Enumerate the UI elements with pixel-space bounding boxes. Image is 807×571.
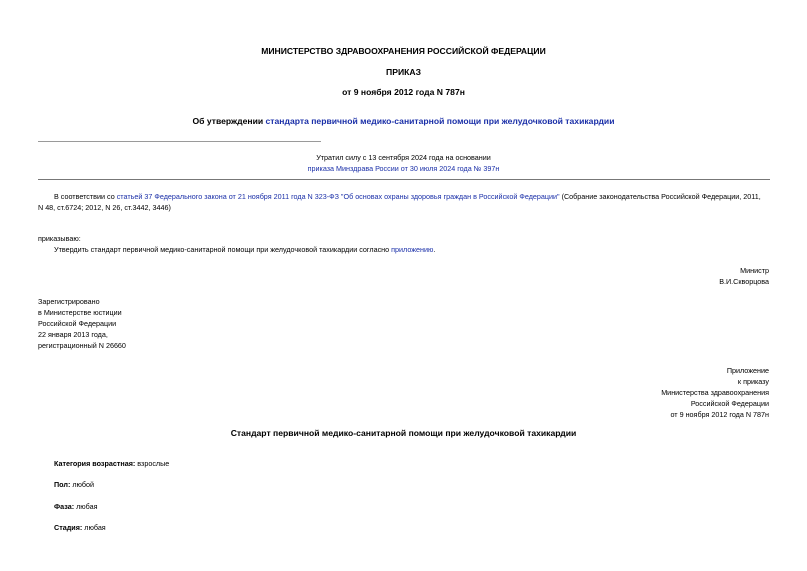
order-text xyxy=(54,244,435,255)
registration-line: Зарегистрировано xyxy=(38,297,100,306)
repeal-notice-link-line xyxy=(0,163,807,174)
field-value: взрослые xyxy=(135,459,170,468)
field-label: Стадия: xyxy=(54,523,83,532)
appendix-block xyxy=(661,365,769,420)
signature-name: В.И.Скворцова xyxy=(719,277,769,286)
document-subject xyxy=(0,116,807,126)
document-date: от 9 ноября 2012 года N 787н xyxy=(342,87,465,97)
field-label: Фаза: xyxy=(54,502,75,511)
registration-block xyxy=(38,296,126,351)
subject-link[interactable]: стандарта первичной медико-санитарной помощи при желудочковой тахикардии xyxy=(265,116,615,126)
registration-line: 22 января 2013 года, xyxy=(38,330,108,339)
standard-title: Стандарт первичной медико-санитарной помощи при желудочковой тахикардии xyxy=(230,428,577,438)
preamble-line2: N 48, ст.6724; 2012, N 26, ст.3442, 3446) xyxy=(38,203,171,212)
field-value: любая xyxy=(82,523,106,532)
field-value: любой xyxy=(70,480,95,489)
registration-line: Российской Федерации xyxy=(38,319,117,328)
appendix-line: от 9 ноября 2012 года N 787н xyxy=(670,410,769,419)
signature-position: Министр xyxy=(740,266,769,275)
order-text-prefix: Утвердить стандарт первичной медико-санитарной помощи при желудочковой тахикардии согласно xyxy=(54,245,392,254)
order-text-suffix: . xyxy=(433,245,436,254)
divider-long xyxy=(38,179,770,180)
preamble-line1 xyxy=(54,191,761,202)
federal-law-link[interactable]: статьей 37 Федерального закона от 21 ноября 2011 года N 323-ФЗ "Об основах охраны здоровья граждан в Российской Федерации" xyxy=(116,192,560,201)
order-command: приказываю: xyxy=(38,234,81,243)
appendix-link[interactable]: приложению xyxy=(391,245,434,254)
preamble-suffix: (Собрание законодательства Российской Федерации, 2011, xyxy=(559,192,761,201)
field-value: любая xyxy=(74,502,98,511)
document-type: ПРИКАЗ xyxy=(386,67,421,77)
registration-line: в Министерстве юстиции xyxy=(38,308,122,317)
divider-short xyxy=(38,141,321,142)
field-age-category xyxy=(54,458,169,469)
repeal-notice: Утратил силу с 13 сентября 2024 года на основании xyxy=(316,153,491,162)
field-label: Пол: xyxy=(54,480,71,489)
ministry-heading: МИНИСТЕРСТВО ЗДРАВООХРАНЕНИЯ РОССИЙСКОЙ ФЕДЕРАЦИИ xyxy=(261,46,546,56)
field-label: Категория возрастная: xyxy=(54,459,136,468)
appendix-line: Министерства здравоохранения xyxy=(661,388,769,397)
preamble-prefix: В соответствии со xyxy=(54,192,117,201)
field-stage xyxy=(54,522,106,533)
appendix-line: Российской Федерации xyxy=(690,399,769,408)
registration-line: регистрационный N 26660 xyxy=(38,341,126,350)
field-sex xyxy=(54,479,94,490)
subject-prefix: Об утверждении xyxy=(192,116,266,126)
appendix-line: Приложение xyxy=(726,366,769,375)
field-phase xyxy=(54,501,98,512)
appendix-line: к приказу xyxy=(737,377,769,386)
repeal-order-link[interactable]: приказа Минздрава России от 30 июля 2024 года № 397н xyxy=(307,164,500,173)
